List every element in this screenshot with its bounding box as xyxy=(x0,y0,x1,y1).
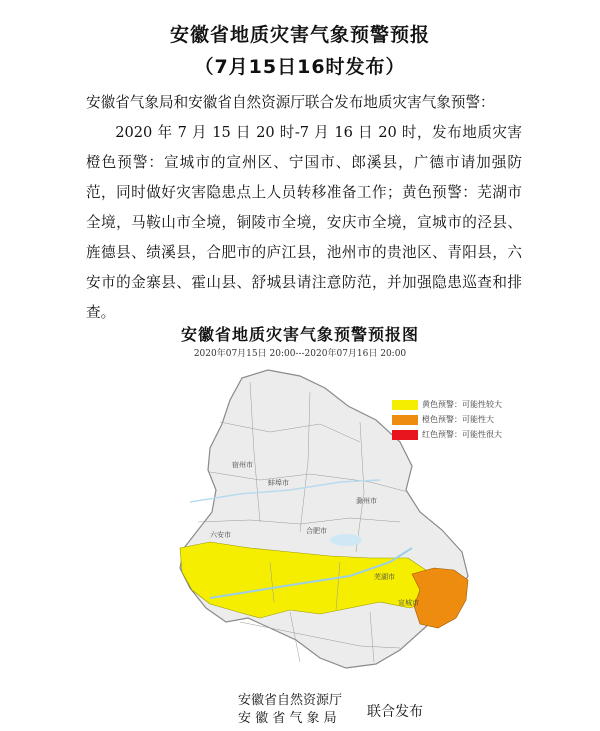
city-label-wuhu: 芜湖市 xyxy=(374,573,395,581)
city-label-chuzhou: 滁州市 xyxy=(356,497,377,505)
red-swatch xyxy=(392,430,418,440)
city-label-luan: 六安市 xyxy=(210,531,231,539)
joint-release: 联合发布 xyxy=(367,704,423,720)
chaohu-lake xyxy=(330,534,362,546)
yellow-swatch xyxy=(392,400,418,410)
city-label-hefei: 合肥市 xyxy=(306,527,327,535)
legend-red xyxy=(392,428,502,441)
intro-paragraph: 安徽省气象局和安徽省自然资源厅联合发布地质灾害气象预警： xyxy=(86,94,495,111)
issuing-orgs xyxy=(238,692,342,728)
map-period: 2020年07月15日 20:00---2020年07月16日 20:00 xyxy=(193,349,407,359)
legend-yellow xyxy=(392,398,502,411)
warning-paragraph: 2020 年 7 月 15 日 20 时-7 月 16 日 20 时，发布地质灾害橙色预警：宣城市的宣州区、宁国市、郎溪县，广德市请加强防范，同时做好灾害隐患点上人员转移准备工作；黄色预警：芜湖市全境，马鞍山市全境，铜陵市全境，安庆市全境，宣城市的泾县、旌德县、绩溪县，合肥市的庐江县，池州市的贵池区、青阳县，六安市的金寨县、霍山县、舒城县请注意防范，并加强隐患巡查和排查。 xyxy=(86,124,522,321)
city-label-bengbu: 蚌埠市 xyxy=(268,479,289,487)
map-legend xyxy=(392,398,502,443)
city-label-xuancheng: 宣城市 xyxy=(398,599,419,607)
legend-orange xyxy=(392,413,502,426)
document-title: 安徽省地质灾害气象预警预报 xyxy=(169,24,430,46)
orange-warning-area xyxy=(412,568,468,628)
orange-swatch xyxy=(392,415,418,425)
legend-yellow-label: 黄色预警：可能性较大 xyxy=(422,400,502,409)
org-natural-resources: 安徽省自然资源厅 xyxy=(238,693,343,708)
legend-red-label: 红色预警：可能性很大 xyxy=(422,430,502,439)
org-meteorological: 安 徽 省 气 象 局 xyxy=(238,711,337,726)
map-title: 安徽省地质灾害气象预警预报图 xyxy=(180,325,419,344)
document-subtitle: （7月15日16时发布） xyxy=(194,56,406,78)
city-label-suzhou: 宿州市 xyxy=(232,461,253,469)
legend-orange-label: 橙色预警：可能性大 xyxy=(422,415,494,424)
